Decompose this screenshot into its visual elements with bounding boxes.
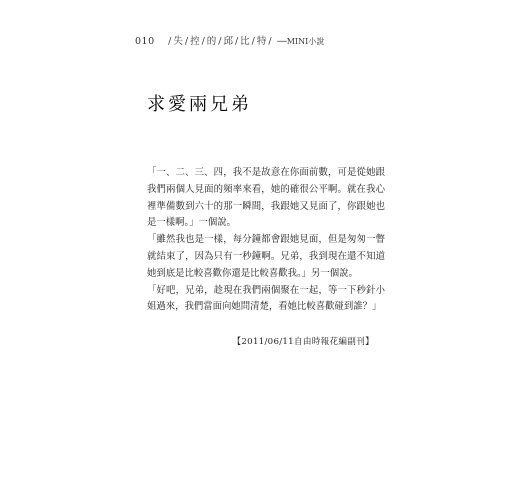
series-label: ──MINI小說: [277, 37, 325, 46]
story-title: 求愛兩兄弟: [147, 94, 252, 115]
book-title: /失/控/的/邱/比/特/: [168, 36, 274, 47]
running-header: [135, 33, 324, 47]
story-paragraph: 「好吧，兄弟，趁現在我們兩個聚在一起，等一下秒針小姐過來，我們當面向她問清楚，看她比較喜歡碰到誰？」: [147, 284, 385, 313]
story-paragraph: 「一、二、三、四，我不是故意在你面前數，可是從她跟我們兩個人見面的頻率來看，她的確很公平啊。就在我心裡準備數到六十的那一瞬間，我跟她又見面了，你跟她也是一樣啊。」一個說。: [147, 167, 385, 229]
story-paragraph: 「雖然我也是一樣，每分鐘都會跟她見面，但是匆匆一瞥就結束了，因為只有一秒鐘啊。兄弟，我到現在還不知道她到底是比較喜歡你還是比較喜歡我。」另一個說。: [147, 234, 385, 279]
story-body: [147, 165, 385, 316]
publication-source: 【2011/06/11自由時報花編副刊】: [232, 337, 374, 347]
page-number: 010: [135, 36, 155, 47]
